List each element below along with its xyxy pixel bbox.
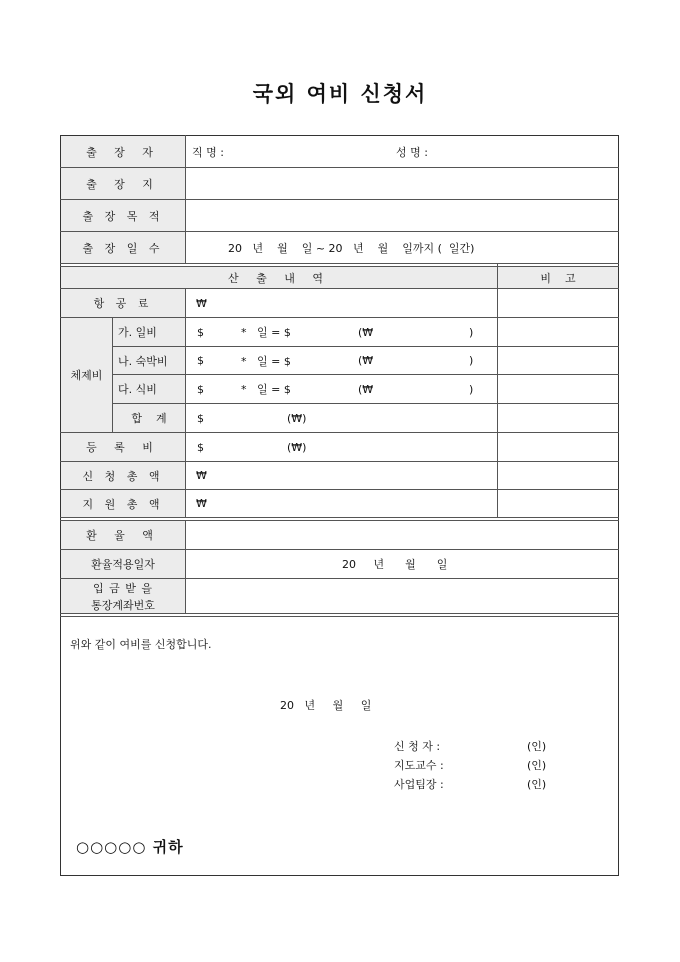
total-request-value: ₩ xyxy=(196,469,207,482)
remarks-header: 비 고 xyxy=(540,271,576,285)
subtotal-label: 합 계 xyxy=(131,412,167,425)
calc-header: 산 출 내 역 xyxy=(228,271,330,285)
stay-row-close: ) xyxy=(469,354,474,367)
account-label-line2: 통장계좌번호 xyxy=(91,599,155,612)
exchange-amount-label: 환 율 액 xyxy=(86,529,160,542)
stay-row-dollar: $ xyxy=(197,325,204,339)
recipient: ○○○○○ 귀하 xyxy=(76,838,184,856)
seal-mark: (인) xyxy=(527,778,547,791)
purpose-label: 출 장 목 적 xyxy=(82,209,164,223)
account-label-line1: 입 금 받 을 xyxy=(93,582,153,595)
exchange-date-value: 20 년 월 일 xyxy=(342,558,448,571)
stay-row-won: (₩ xyxy=(358,382,374,396)
stay-row-dollar: $ xyxy=(197,354,204,367)
airfare-value: ₩ xyxy=(196,296,207,310)
statement: 위와 같이 여비를 신청합니다. xyxy=(70,638,212,651)
days-label: 출 장 일 수 xyxy=(82,241,164,255)
destination-field[interactable] xyxy=(186,168,618,199)
stay-row-close: ) xyxy=(469,382,474,396)
signature-label: 사업팀장 : xyxy=(394,778,444,791)
registration-won: (₩) xyxy=(287,440,307,454)
subtotal-won: (₩) xyxy=(287,411,307,425)
days-value: 20 년 월 일 ~ 20 년 월 일까지 ( 일간) xyxy=(228,241,475,255)
registration-label: 등 록 비 xyxy=(86,441,160,454)
total-support-label: 지 원 총 액 xyxy=(82,497,164,511)
form-title: 국외 여비 신청서 xyxy=(252,81,428,106)
stay-group-label: 체제비 xyxy=(70,369,103,382)
exchange-amount-field[interactable] xyxy=(186,521,618,549)
stay-row-close: ) xyxy=(469,325,474,339)
registration-dollar: $ xyxy=(197,440,204,454)
stay-row-days: * 일 = $ xyxy=(241,383,291,396)
position-label: 직 명 : xyxy=(192,145,224,159)
stay-row-won: (₩ xyxy=(358,325,374,339)
stay-row-label: 다. 식비 xyxy=(118,383,157,396)
name-label: 성 명 : xyxy=(396,145,428,159)
stay-row-days: * 일 = $ xyxy=(241,354,291,368)
signature-label: 지도교수 : xyxy=(394,759,444,772)
stay-row-label: 가. 일비 xyxy=(118,326,157,339)
purpose-field[interactable] xyxy=(186,200,618,231)
seal-mark: (인) xyxy=(527,759,547,772)
airfare-label: 항 공 료 xyxy=(93,297,153,310)
subtotal-dollar: $ xyxy=(197,411,204,425)
total-request-label: 신 청 총 액 xyxy=(82,469,164,483)
stay-row-label: 나. 숙박비 xyxy=(118,354,168,368)
stay-row-days: * 일 = $ xyxy=(241,326,291,339)
stay-row-won: (₩ xyxy=(358,354,374,367)
destination-label: 출 장 지 xyxy=(86,177,160,191)
stay-row-dollar: $ xyxy=(197,382,204,396)
traveler-label: 출 장 자 xyxy=(86,145,160,159)
total-support-value: ₩ xyxy=(196,497,207,510)
seal-mark: (인) xyxy=(527,740,547,753)
signature-label: 신 청 자 : xyxy=(394,740,441,753)
exchange-date-label: 환율적용일자 xyxy=(91,558,155,571)
date-line: 20 년 월 일 xyxy=(280,699,372,712)
account-field[interactable] xyxy=(186,579,618,613)
